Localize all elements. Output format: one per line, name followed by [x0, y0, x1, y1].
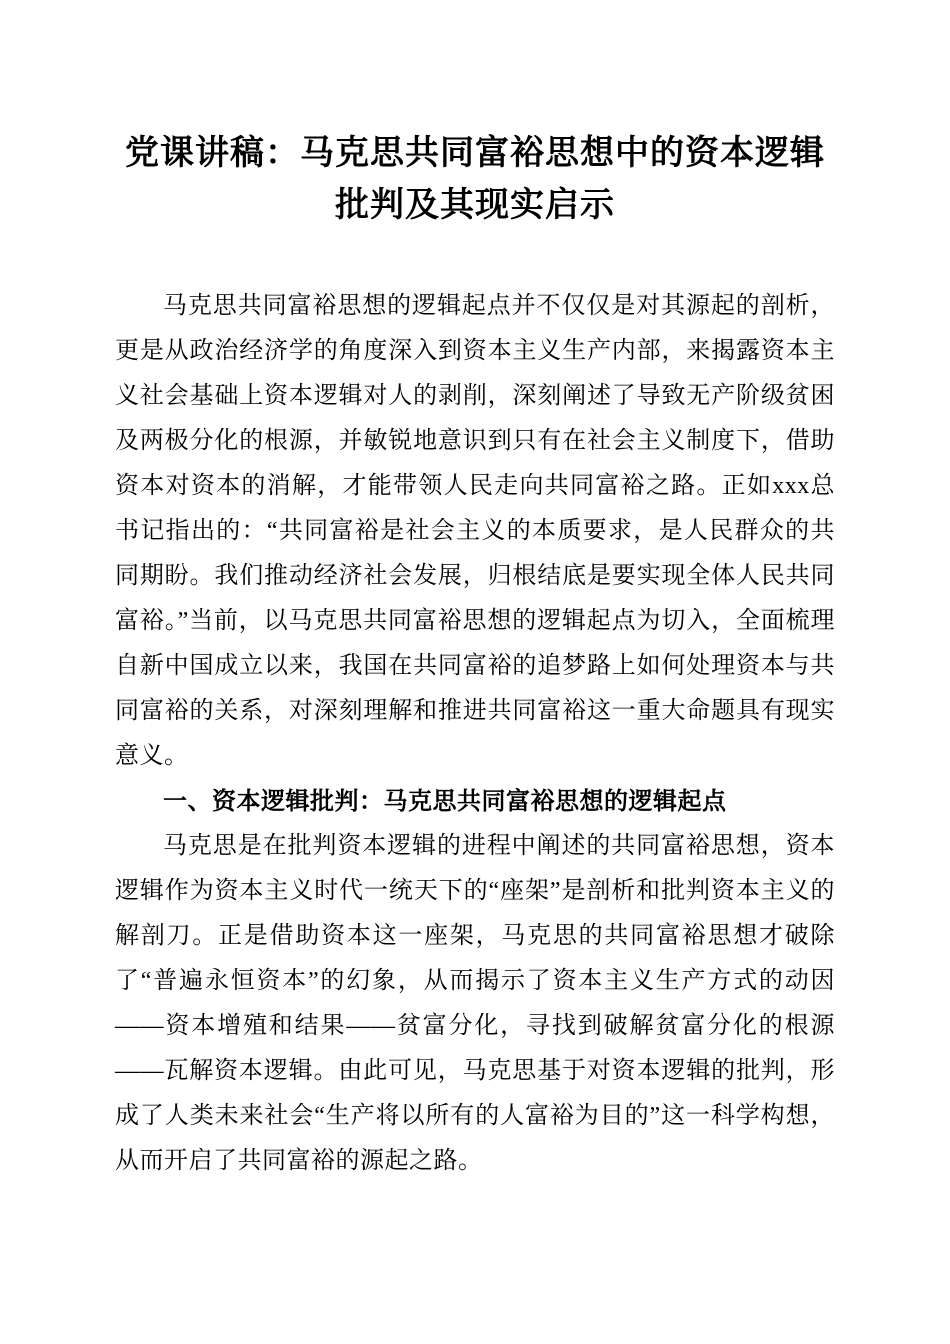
- section-1-heading: 一、资本逻辑批判：马克思共同富裕思想的逻辑起点: [163, 788, 727, 815]
- intro-paragraph: 马克思共同富裕思想的逻辑起点并不仅仅是对其源起的剖析，更是从政治经济学的角度深入到资本主义生产内部，来揭露资本主义社会基础上资本逻辑对人的剥削，深刻阐述了导致无产阶级贫困及两极分化的根源，并敏锐地意识到只有在社会主义制度下，借助资本对资本的消解，才能带领人民走向共同富裕之路。正如xxx总书记指出的：“共同富裕是社会主义的本质要求，是人民群众的共同期盼。我们推动经济社会发展，归根结底是要实现全体人民共同富裕。”当前，以马克思共同富裕思想的逻辑起点为切入，全面梳理自新中国成立以来，我国在共同富裕的追梦路上如何处理资本与共同富裕的关系，对深刻理解和推进共同富裕这一重大命题具有现实意义。: [115, 293, 835, 769]
- document-title: 党课讲稿：马克思共同富裕思想中的资本逻辑批判及其现实启示: [125, 135, 825, 224]
- section-1-paragraph: 马克思是在批判资本逻辑的进程中阐述的共同富裕思想，资本逻辑作为资本主义时代一统天下的“座架”是剖析和批判资本主义的解剖刀。正是借助资本这一座架，马克思的共同富裕思想才破除了“普遍永恒资本”的幻象，从而揭示了资本主义生产方式的动因——资本增殖和结果——贫富分化，寻找到破解贫富分化的根源——瓦解资本逻辑。由此可见，马克思基于对资本逻辑的批判，形成了人类未来社会“生产将以所有的人富裕为目的”这一科学构想，从而开启了共同富裕的源起之路。: [115, 833, 835, 1174]
